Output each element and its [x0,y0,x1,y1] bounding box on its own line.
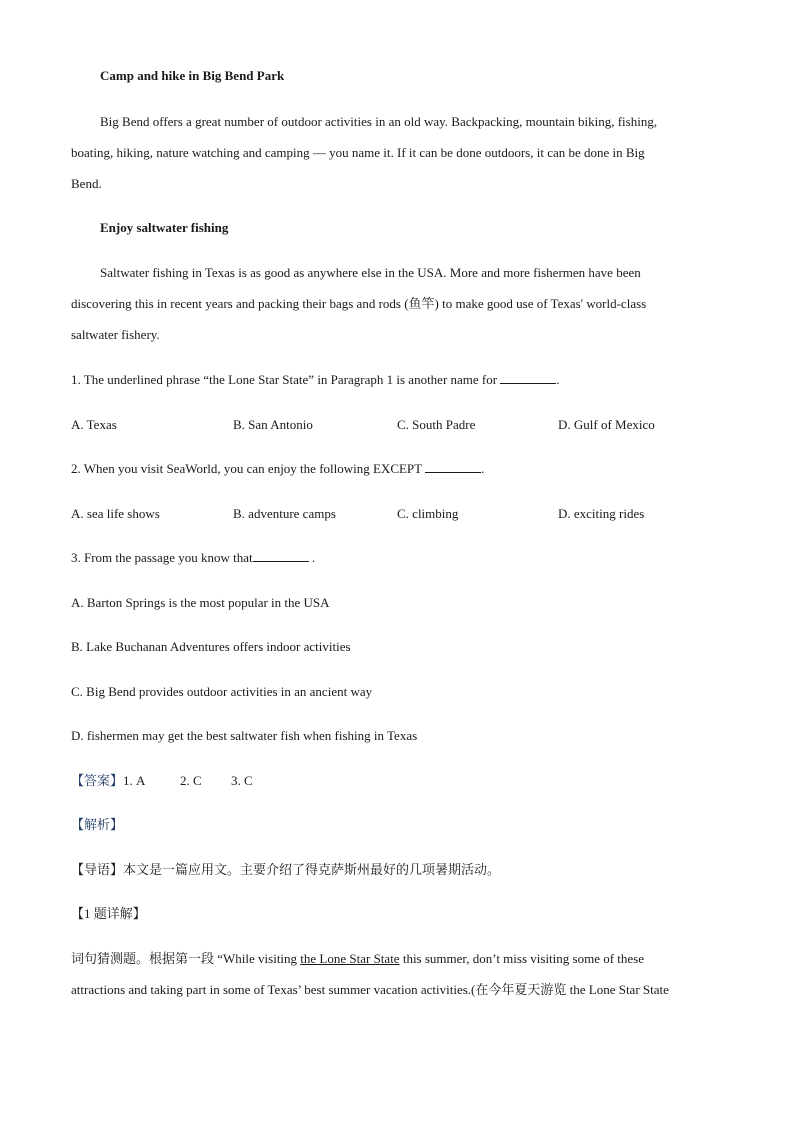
question-2-option-c: C. climbing [397,506,459,521]
question-stem-suffix: . [308,550,316,565]
paragraph-line: saltwater fishery. [71,327,160,342]
paragraph-line: discovering this in recent years and packing their bags and rods (鱼竿) to make good use of Texas' world-class [71,296,647,311]
paragraph-line: Bend. [71,176,102,191]
paragraph-line: Big Bend offers a great number of outdoor activities in an old way. Backpacking, mountain biking, fishing, [100,114,658,129]
question-2-stem [71,459,484,479]
detail-1-line [71,949,644,969]
answer-key [71,771,145,791]
answer-blank [253,549,309,562]
question-1-stem [71,370,560,390]
answer-blank [500,371,556,384]
question-stem-suffix: . [556,372,560,387]
question-2-option-a: A. sea life shows [71,506,160,521]
detail-1-line: attractions and taking part in some of Texas’ best summer vacation activities.(在今年夏天游览 the Lone Star State [71,982,669,997]
analysis-label: 【解析】 [71,817,124,832]
question-3-option-b: B. Lake Buchanan Adventures offers indoor activities [71,639,351,654]
guide-text: 本文是一篇应用文。主要介绍了得克萨斯州最好的几项暑期活动。 [123,862,501,877]
question-1-option-c: C. South Padre [397,417,476,432]
guide-label: 【导语】 [71,862,124,877]
detail-1-label: 【1 题详解】 [71,906,146,921]
question-2-option-d: D. exciting rides [558,506,645,521]
underlined-phrase: the Lone Star State [300,951,400,966]
question-3-option-d: D. fishermen may get the best saltwater fish when fishing in Texas [71,728,418,743]
question-1-option-a: A. Texas [71,417,117,432]
guide-line [71,860,500,880]
question-stem-text: 3. From the passage you know that [71,550,253,565]
answer-blank [425,460,481,473]
question-3-option-c: C. Big Bend provides outdoor activities in an ancient way [71,684,373,699]
question-2-option-b: B. adventure camps [233,506,336,521]
answer-item: 1. A [123,773,146,788]
question-stem-text: 2. When you visit SeaWorld, you can enjoy the following EXCEPT [71,461,422,476]
question-3-stem [71,548,315,568]
question-stem-suffix: . [481,461,485,476]
detail-text: 词句猜测题。根据第一段 “While visiting [71,951,301,966]
question-1-option-b: B. San Antonio [233,417,313,432]
answer-item: 2. C [180,773,202,788]
question-stem-text: 1. The underlined phrase “the Lone Star State” in Paragraph 1 is another name for [71,372,498,387]
detail-text: this summer, don’t miss visiting some of these [399,951,645,966]
question-1-option-d: D. Gulf of Mexico [558,417,655,432]
section-heading-saltwater-fishing: Enjoy saltwater fishing [100,220,229,235]
question-3-option-a: A. Barton Springs is the most popular in the USA [71,595,330,610]
section-heading-big-bend: Camp and hike in Big Bend Park [100,68,285,83]
answer-label: 【答案】 [71,773,124,788]
paragraph-line: Saltwater fishing in Texas is as good as anywhere else in the USA. More and more fishermen have been [100,265,641,280]
paragraph-line: boating, hiking, nature watching and camping — you name it. If it can be done outdoors, it can be done in Big [71,145,645,160]
answer-item: 3. C [231,773,253,788]
